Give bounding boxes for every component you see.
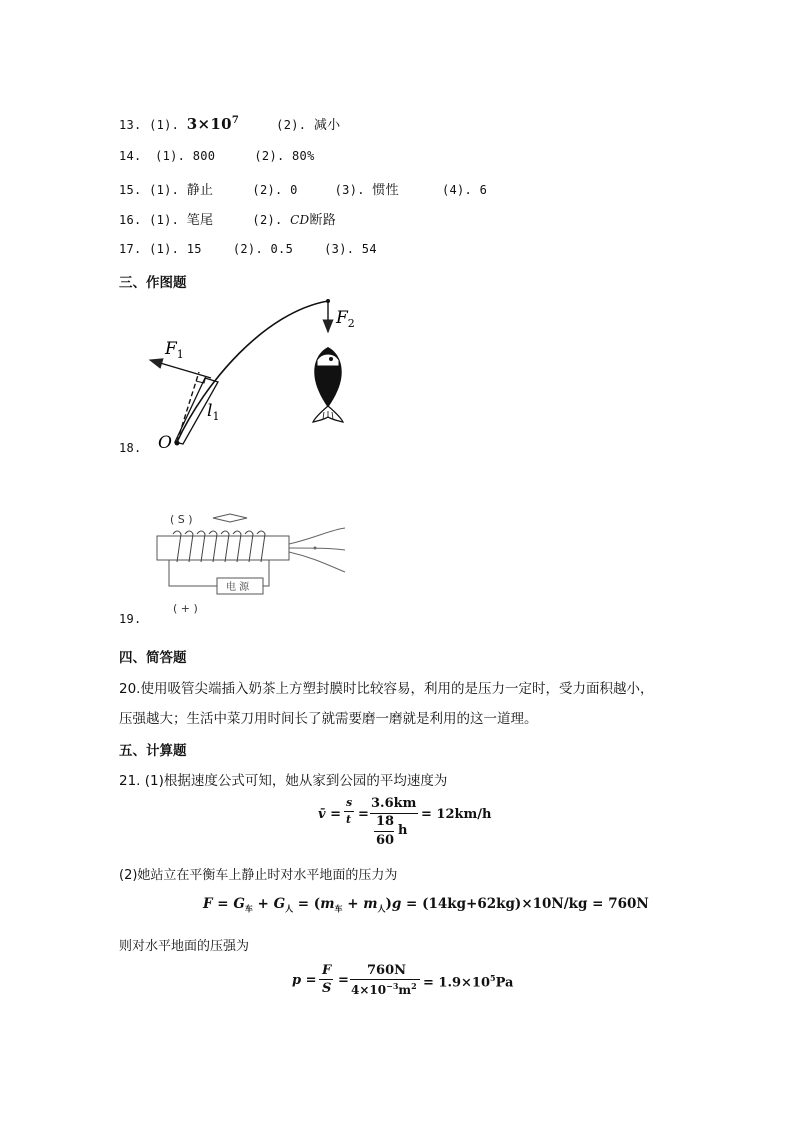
part-label: (2). [254,149,285,163]
answer-13 [119,114,340,133]
answer-21-part2: (2)她站立在平衡车上静止时对水平地面的压力为 [119,868,398,883]
iron-core [157,536,289,560]
answer-20-line2: 压强越大；生活中菜刀用时间长了就需要磨一磨就是利用的这一道理。 [119,711,538,727]
q-number: 14. [119,149,142,163]
pivot-point [175,441,180,446]
answer-value: 笔尾 [186,213,214,228]
label-f1: $F_1$ [165,339,184,361]
part-label: (1). [155,149,186,163]
part-label: (3). [324,242,355,256]
answer-value: 800 [192,149,216,163]
eq-den-num: 18 [376,814,395,829]
answer-value: 断路 [309,213,337,228]
part-label: (1). [149,213,180,227]
section-title-drawing: 三、作图题 [119,275,187,291]
answer-value: 静止 [186,183,214,198]
eq-numerator: 760N [367,963,407,978]
eq-s: S [322,981,332,996]
fish-icon [313,347,343,422]
answer-14 [119,149,315,163]
eq-s: s [346,796,353,809]
answer-20-line1: 20.使用吸管尖端插入奶茶上方塑封膜时比较容易，利用的是压力一定时，受力面积越小， [119,681,654,697]
eq-numerator: 3.6km [371,796,417,811]
answer-value: 惯性 [372,183,399,198]
field-line [289,528,345,544]
circuit-wire [169,560,217,586]
equation-force: $F = G_车 + G_人 = (m_车 + m_人)g = (14kg+62kg)\times 10N/kg = 760N$ [203,896,649,914]
eq-rhs [423,973,513,990]
value-base: 3×10 [186,115,232,133]
part-label: (1). [149,118,180,132]
rhs-unit: Pa [495,975,514,991]
label-l1: $l_1$ [207,401,220,423]
eq-den-unit: h [398,823,408,838]
answer-15 [119,179,487,198]
eq-t: t [346,813,352,826]
section-title-calculation: 五、计算题 [119,743,187,759]
answer-value: 0 [290,183,298,197]
f1-arrow [150,360,211,378]
part-label: (1). [149,242,180,256]
part-label: (1). [149,183,180,197]
q-number: 17. [119,242,142,256]
answer-value [187,115,239,133]
value-exp: 7 [231,115,240,126]
eq-equals: = [338,973,349,988]
part-label: (4). [441,183,473,197]
eq-denominator [351,981,417,997]
eq-rhs: = 12km/h [421,807,492,822]
q19-number: 19. [119,612,142,626]
field-line [289,552,345,572]
circuit-wire [263,560,269,586]
eq-lhs: p = [292,973,317,988]
q-number: 16. [119,213,142,227]
label-plus: ( + ) [173,602,198,615]
frac-bar [344,811,354,812]
answer-21-part3: 则对水平地面的压强为 [119,939,250,954]
answer-value: 6 [479,183,488,197]
answer-value: 54 [361,242,377,256]
part-label: (2). [252,183,283,197]
q18-number: 18. [119,441,142,455]
answer-value: 80% [292,149,315,163]
frac-bar [374,831,394,832]
rhs-base: = 1.9×10 [423,975,491,991]
answer-value: 0.5 [270,242,294,256]
field-line [289,548,345,550]
answer-value: 15 [186,242,202,256]
electromagnet-circuit-diagram [155,508,355,618]
section-title-short-answer: 四、简答题 [119,650,187,666]
part-label: (3). [334,183,365,197]
answer-16 [119,209,336,228]
label-f2: $F_2$ [336,308,355,330]
den-exp: −3 [386,981,399,991]
frac-bar [319,979,333,980]
q-number: 15. [119,183,142,197]
label-o: O [158,433,172,453]
part-label: (2). [232,242,263,256]
frac-bar [350,979,420,980]
compass-needle-icon [213,514,247,522]
answer-value: 减小 [313,118,341,133]
eq-f: F [322,963,332,978]
answer-21-part1: 21. (1)根据速度公式可知，她从家到公园的平均速度为 [119,773,448,789]
lever-fishing-rod-diagram [125,292,375,452]
eq-den-den: 60 [376,833,395,848]
eq-equals: = [358,807,369,822]
rhs-exp: 5 [490,973,496,983]
den-unit-exp: 2 [411,981,417,991]
eq-lhs: v̄ = [318,807,341,822]
part-label: (2). [252,213,283,227]
answer-17 [119,242,377,256]
den-base: 4×10 [351,983,387,997]
label-s-pole: ( S ) [170,513,193,526]
answer-value-italic: CD [290,213,310,227]
den-unit: m [398,983,412,997]
rod-curve [177,301,328,442]
label-power: 电 源 [226,582,250,593]
part-label: (2). [276,118,307,132]
q-number: 13. [119,118,142,132]
